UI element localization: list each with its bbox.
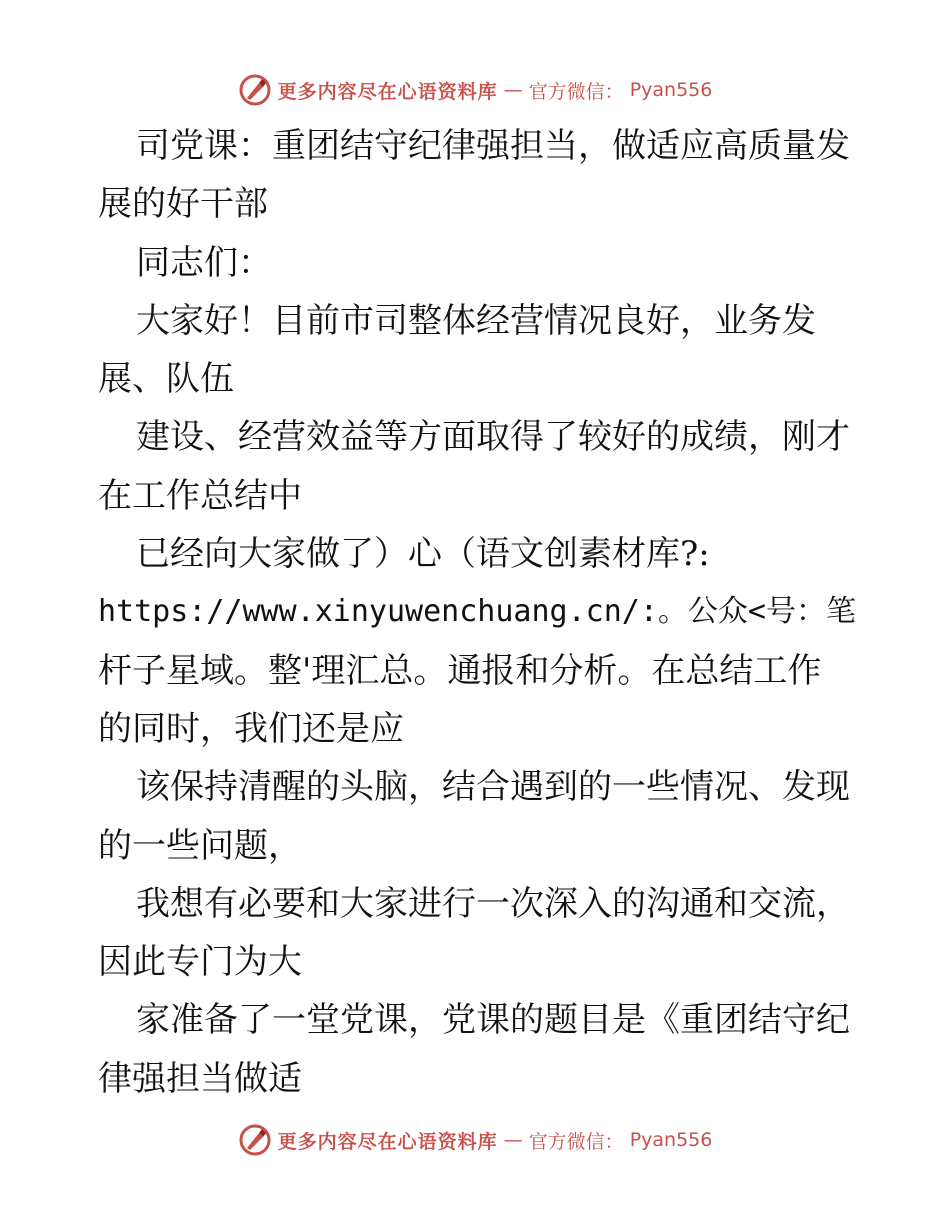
pen-logo-icon: [238, 73, 272, 107]
text-line: 展、队伍: [98, 359, 234, 400]
header-watermark: [0, 70, 950, 110]
text-line: 因此专门为大: [98, 942, 302, 983]
pen-logo-icon: [238, 1123, 272, 1157]
text-line: 该保持清醒的头脑，结合遇到的一些情况、发现: [136, 767, 850, 808]
text-line: 大家好！目前市司整体经营情况良好，业务发: [136, 300, 816, 341]
footer-watermark: [0, 1120, 950, 1160]
watermark-contact-label: 官方微信：: [528, 1130, 624, 1153]
text-line: 已经向大家做了）心（语文创素材库?:: [136, 534, 710, 575]
watermark-contact-id: Pyan556: [629, 1129, 713, 1151]
text-line: 的同时，我们还是应: [98, 708, 404, 749]
watermark-separator: —: [503, 1129, 523, 1151]
watermark-separator: —: [503, 79, 523, 101]
text-line: 家准备了一堂党课，党课的题目是《重团结守纪: [136, 1000, 850, 1041]
text-line: 司党课：重团结守纪律强担当，做适应高质量发: [136, 126, 850, 166]
text-line: 建设、经营效益等方面取得了较好的成绩，刚才: [136, 417, 850, 458]
text-line: 杆子星域。整'理汇总。通报和分析。在总结工作: [98, 650, 822, 691]
watermark-text: 更多内容尽在心语资料库: [277, 1130, 498, 1153]
text-line: 的一些问题，: [98, 825, 302, 866]
watermark-contact-id: Pyan556: [629, 79, 713, 101]
text-line: 在工作总结中: [98, 475, 302, 516]
text-line: 律强担当做适: [98, 1058, 302, 1099]
text-line: 我想有必要和大家进行一次深入的沟通和交流，: [136, 883, 850, 924]
text-line: 展的好干部: [98, 184, 268, 225]
text-line: 同志们：: [136, 242, 272, 283]
text-line-url: https://www.xinyuwenchuang.cn/:。公众<号：笔: [98, 594, 856, 630]
watermark-text: 更多内容尽在心语资料库: [277, 80, 498, 103]
watermark-contact-label: 官方微信：: [528, 80, 624, 103]
document-body: [98, 117, 858, 1108]
